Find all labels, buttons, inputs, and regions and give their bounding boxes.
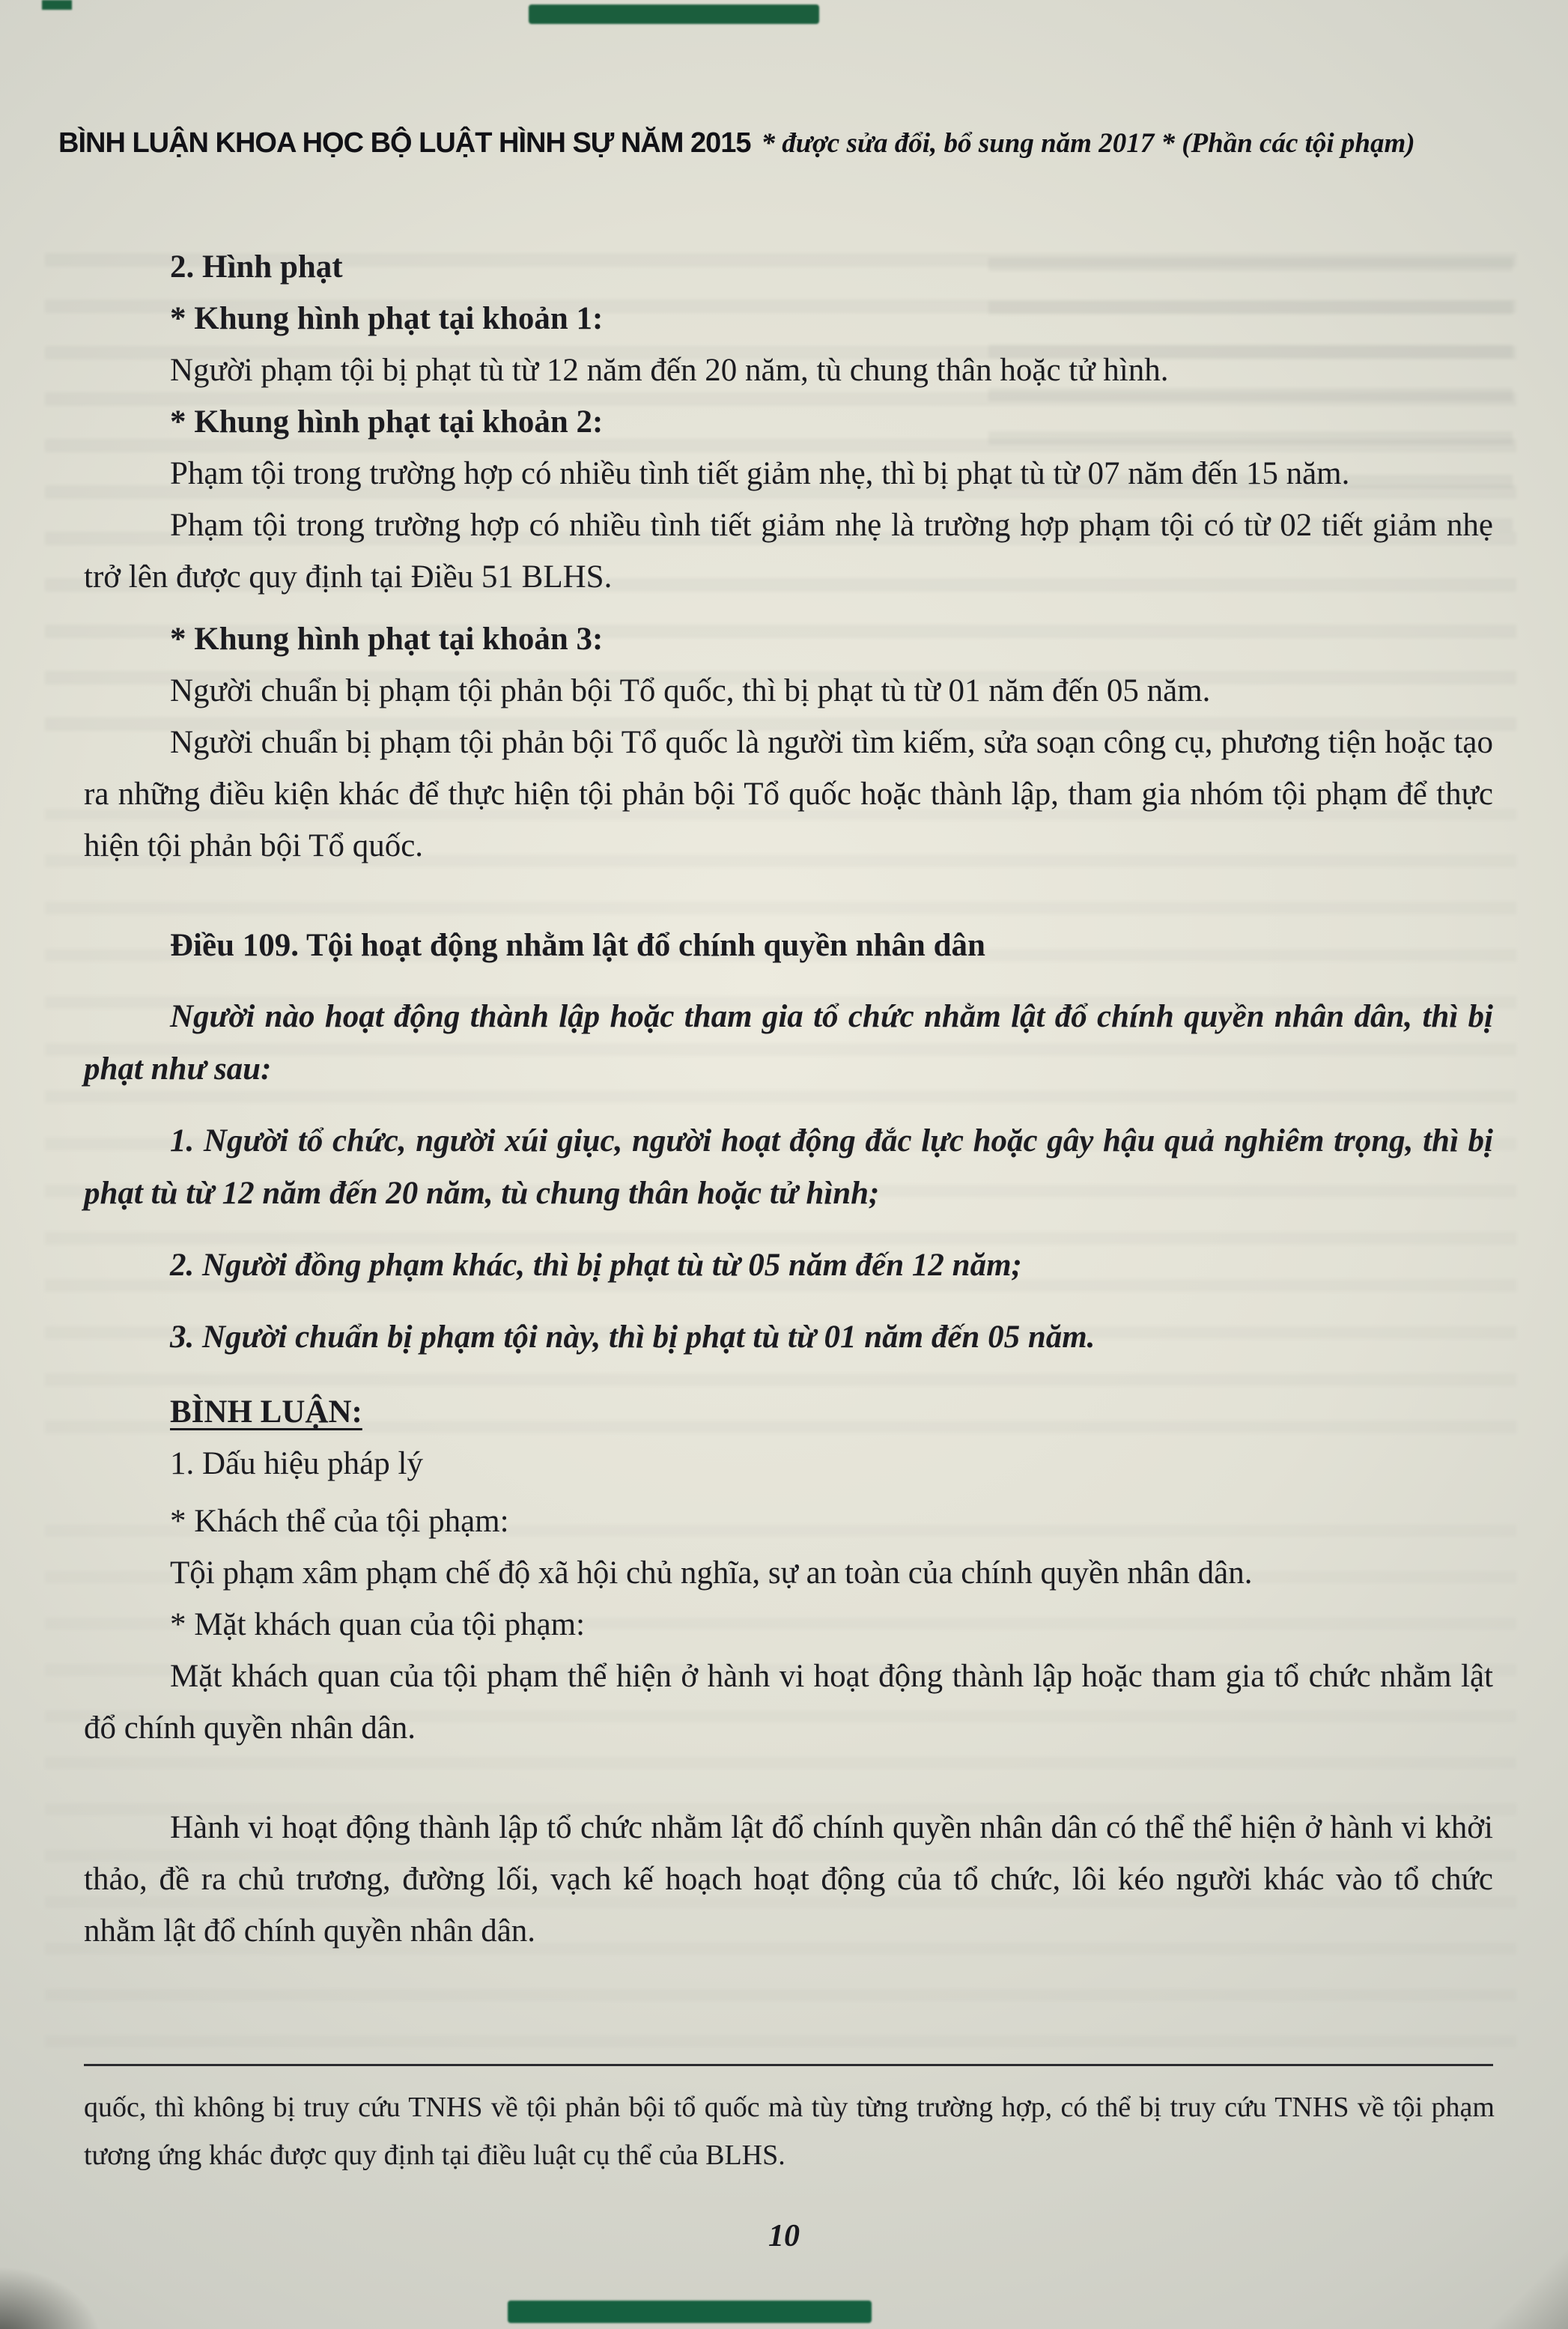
khung-khoan-2-text-2: Phạm tội trong trường hợp có nhiều tình tiết giảm nhẹ là trường hợp phạm tội có từ 02 tiết giảm nhẹ trở lên được quy định tại Điều 51 BLHS. (84, 508, 1493, 595)
book-subtitle: * được sửa đổi, bổ sung năm 2017 * (Phần các tội phạm) (761, 128, 1415, 159)
footnote-separator (84, 2064, 1493, 2066)
page-number: 10 (768, 2219, 800, 2253)
para-mat-khach-quan-label: * Mặt khách quan của tội phạm: (170, 1607, 586, 1642)
book-title: BÌNH LUẬN KHOA HỌC BỘ LUẬT HÌNH SỰ NĂM 2015 (58, 127, 751, 159)
footnote-text: quốc, thì không bị truy cứu TNHS về tội phản bội tổ quốc mà tùy từng trường hợp, có thể bị truy cứu TNHS về tội phạm tương ứng khác được quy định tại điều luật cụ thể của BLHS. (84, 2092, 1495, 2171)
law-clause-3: 3. Người chuẩn bị phạm tội này, thì bị phạt tù từ 01 năm đến 05 năm. (170, 1320, 1096, 1355)
scan-corner-shadow (0, 2266, 102, 2329)
binh-luan-heading: BÌNH LUẬN: (170, 1394, 362, 1430)
scan-artifact-bottom-strip (508, 2301, 872, 2323)
running-head (58, 127, 1514, 160)
law-intro: Người nào hoạt động thành lập hoặc tham gia tổ chức nhằm lật đổ chính quyền nhân dân, thì bị phạt như sau: (84, 999, 1493, 1087)
khung-khoan-3-label: * Khung hình phạt tại khoản 3: (170, 622, 604, 657)
para-khach-the-label: * Khách thể của tội phạm: (170, 1504, 509, 1539)
law-clause-1: 1. Người tổ chức, người xúi giục, người hoạt động đắc lực hoặc gây hậu quả nghiêm trọng, thì bị phạt tù từ 12 năm đến 20 năm, tù chung thân hoặc tử hình; (84, 1123, 1493, 1211)
khung-khoan-1-text: Người phạm tội bị phạt tù từ 12 năm đến 20 năm, tù chung thân hoặc tử hình. (170, 353, 1169, 388)
scan-artifact-top-left-mark (42, 0, 72, 10)
khung-khoan-3-text-2: Người chuẩn bị phạm tội phản bội Tổ quốc là người tìm kiếm, sửa soạn công cụ, phương tiện hoặc tạo ra những điều kiện khác để thực hiện tội phản bội Tổ quốc hoặc thành lập, tham gia nhóm tội phạm để thực hiện tội phản bội Tổ quốc. (84, 725, 1493, 863)
khung-khoan-2-text-1: Phạm tội trong trường hợp có nhiều tình tiết giảm nhẹ, thì bị phạt tù từ 07 năm đến 15 năm. (170, 456, 1350, 491)
khung-khoan-1-label: * Khung hình phạt tại khoản 1: (170, 301, 604, 336)
khung-khoan-2-label: * Khung hình phạt tại khoản 2: (170, 404, 604, 440)
para-khach-the-text: Tội phạm xâm phạm chế độ xã hội chủ nghĩa, sự an toàn của chính quyền nhân dân. (170, 1555, 1253, 1591)
para-hanh-vi-text: Hành vi hoạt động thành lập tổ chức nhằm lật đổ chính quyền nhân dân có thể thể hiện ở hành vi khởi thảo, đề ra chủ trương, đường lối, vạch kế hoạch hoạt động của tổ chức, lôi kéo người khác vào tổ chức nhằm lật đổ chính quyền nhân dân. (84, 1810, 1493, 1949)
scan-artifact-top-strip (529, 4, 819, 24)
document-body (84, 241, 1493, 1957)
article-109-heading: Điều 109. Tội hoạt động nhằm lật đổ chính quyền nhân dân (170, 928, 985, 963)
section-heading-hinh-phat: 2. Hình phạt (170, 249, 343, 285)
para-mat-khach-quan-text: Mặt khách quan của tội phạm thể hiện ở hành vi hoạt động thành lập hoặc tham gia tổ chức nhằm lật đổ chính quyền nhân dân. (84, 1659, 1493, 1746)
law-clause-2: 2. Người đồng phạm khác, thì bị phạt tù từ 05 năm đến 12 năm; (170, 1248, 1022, 1283)
khung-khoan-3-text-1: Người chuẩn bị phạm tội phản bội Tổ quốc, thì bị phạt tù từ 01 năm đến 05 năm. (170, 673, 1211, 708)
para-dau-hieu-phap-ly: 1. Dấu hiệu pháp lý (170, 1446, 423, 1481)
